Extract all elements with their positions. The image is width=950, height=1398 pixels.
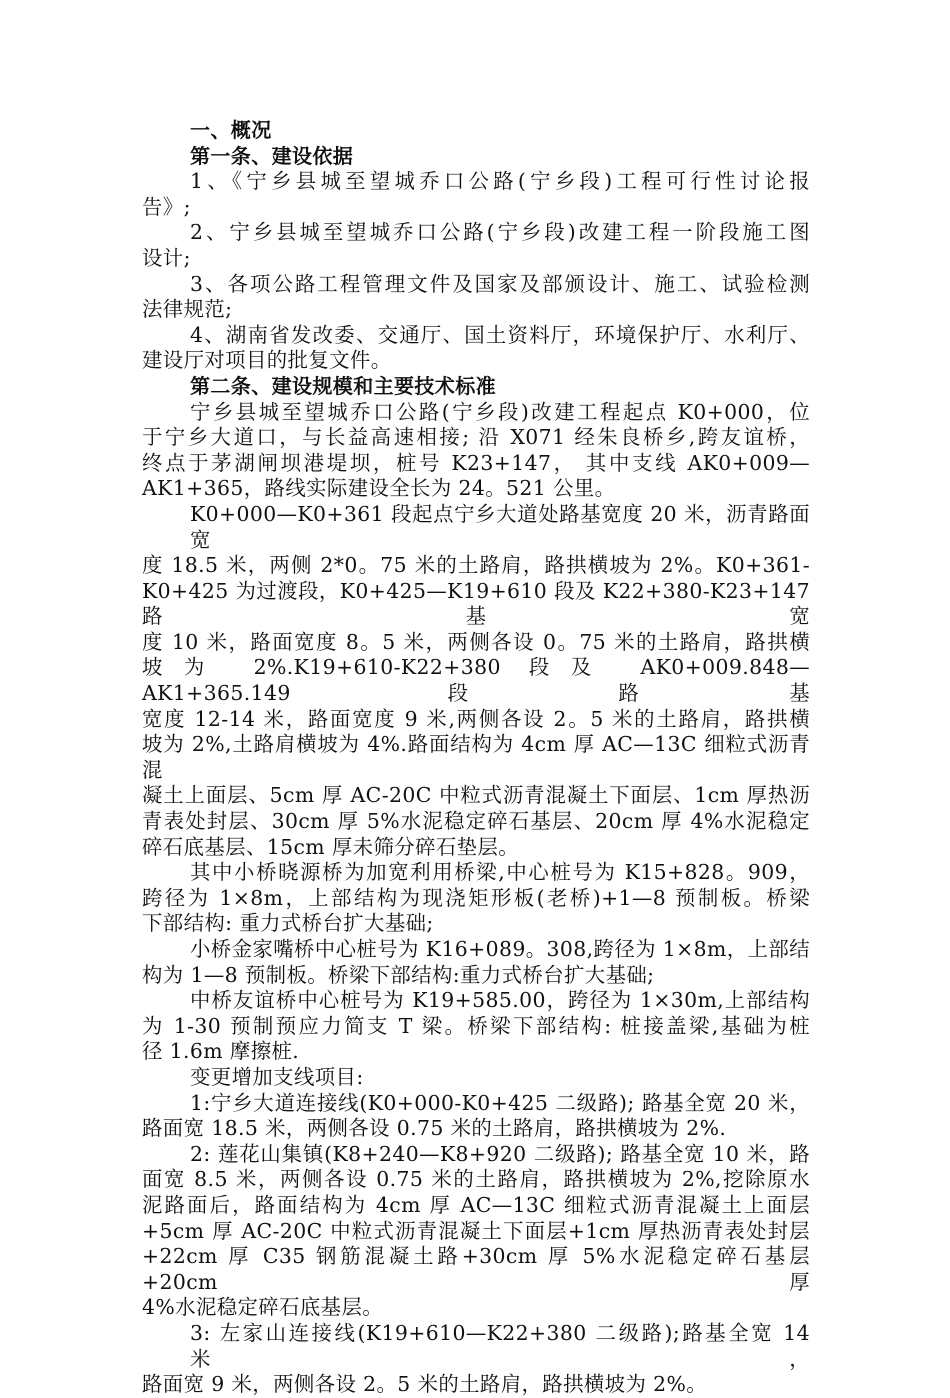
paragraph-line: 4%水泥稳定碎石底基层。	[142, 1295, 384, 1320]
paragraph-line: 终点于茅湖闸坝港堤坝，桩号 K23+147， 其中支线 AK0+009—	[142, 450, 810, 475]
article-1-heading: 第一条、建设依据	[190, 143, 354, 168]
paragraph-line: 径 1.6m 摩擦桩.	[142, 1039, 300, 1064]
paragraph-line: 跨径为 1×8m，上部结构为现浇矩形板(老桥)+1—8 预制板。桥梁	[142, 885, 810, 910]
paragraph-line: 告》;	[142, 194, 191, 219]
paragraph-line: 设计;	[142, 245, 191, 270]
section-title: 一、概况	[190, 118, 272, 142]
paragraph-line: 建设厅对项目的批复文件。	[142, 348, 392, 373]
paragraph-line: 3、各项公路工程管理文件及国家及部颁设计、施工、试验检测	[190, 271, 810, 296]
paragraph-line: 3: 左家山连接线(K19+610—K22+380 二级路);路基全宽 14 米，	[190, 1320, 810, 1371]
paragraph-line: 4、湖南省发改委、交通厅、国土资料厅，环境保护厅、水利厅、	[190, 322, 810, 347]
paragraph-line: K0+425 为过渡段，K0+425—K19+610 段及 K22+380-K23+147 路基宽	[142, 578, 810, 629]
paragraph-line: 构为 1—8 预制板。桥梁下部结构:重力式桥台扩大基础;	[142, 962, 655, 987]
paragraph-line: 2、宁乡县城至望城乔口公路(宁乡段)改建工程一阶段施工图	[190, 220, 810, 245]
paragraph-line: 2: 莲花山集镇(K8+240—K8+920 二级路); 路基全宽 10 米，路	[190, 1141, 810, 1166]
paragraph-line: 青表处封层、30cm 厚 5%水泥稳定碎石基层、20cm 厚 4%水泥稳定	[142, 809, 810, 834]
document-page	[142, 118, 810, 1398]
paragraph-line: 中桥友谊桥中心桩号为 K19+585.00，跨径为 1×30m,上部结构	[190, 988, 810, 1013]
paragraph-line: K0+000—K0+361 段起点宁乡大道处路基宽度 20 米，沥青路面宽	[190, 501, 810, 552]
paragraph-line: 宁乡县城至望城乔口公路(宁乡段)改建工程起点 K0+000，位	[190, 399, 810, 424]
paragraph-line: 坡为 2%.K19+610-K22+380 段及 AK0+009.848—AK1+365.149 段路基	[142, 655, 810, 706]
paragraph-line: 变更增加支线项目:	[190, 1064, 364, 1089]
paragraph-line: 宽度 12-14 米，路面宽度 9 米,两侧各设 2。5 米的土路肩，路拱横	[142, 706, 810, 731]
paragraph-line: 泥路面后，路面结构为 4cm 厚 AC—13C 细粒式沥青混凝土上面层	[142, 1192, 810, 1217]
article-2-heading: 第二条、建设规模和主要技术标准	[190, 373, 496, 398]
paragraph-line: 路面宽 9 米，两侧各设 2。5 米的土路肩，路拱横坡为 2%。	[142, 1372, 708, 1397]
paragraph-line: 度 18.5 米，两侧 2*0。75 米的土路肩，路拱横坡为 2%。K0+361-	[142, 553, 810, 578]
paragraph-line: 面宽 8.5 米，两侧各设 0.75 米的土路肩，路拱横坡为 2%,挖除原水	[142, 1167, 810, 1192]
paragraph-line: AK1+365，路线实际建设全长为 24。521 公里。	[142, 476, 616, 501]
paragraph-line: +5cm 厚 AC-20C 中粒式沥青混凝土下面层+1cm 厚热沥青表处封层	[142, 1218, 810, 1243]
paragraph-line: 为 1-30 预制预应力简支 T 梁。桥梁下部结构: 桩接盖梁,基础为桩	[142, 1013, 810, 1038]
paragraph-line: 度 10 米，路面宽度 8。5 米，两侧各设 0。75 米的土路肩，路拱横	[142, 629, 810, 654]
paragraph-line: +22cm 厚 C35 钢筋混凝土路+30cm 厚 5%水泥稳定碎石基层+20cm 厚	[142, 1244, 810, 1294]
paragraph-line: 于宁乡大道口，与长益高速相接; 沿 X071 经朱良桥乡,跨友谊桥，	[142, 425, 810, 450]
paragraph-line: 小桥金家嘴桥中心桩号为 K16+089。308,跨径为 1×8m，上部结	[190, 937, 810, 961]
paragraph-line: 1、《宁乡县城至望城乔口公路(宁乡段)工程可行性讨论报	[190, 169, 810, 194]
paragraph-line: 路面宽 18.5 米，两侧各设 0.75 米的土路肩，路拱横坡为 2%.	[142, 1116, 727, 1141]
paragraph-line: 凝土上面层、5cm 厚 AC-20C 中粒式沥青混凝土下面层、1cm 厚热沥	[142, 783, 810, 808]
paragraph-line: 法律规范;	[142, 297, 233, 322]
paragraph-line: 碎石底基层、15cm 厚未筛分碎石垫层。	[142, 834, 520, 859]
paragraph-line: 1:宁乡大道连接线(K0+000-K0+425 二级路); 路基全宽 20 米，	[190, 1090, 810, 1115]
paragraph-line: 坡为 2%,土路肩横坡为 4%.路面结构为 4cm 厚 AC—13C 细粒式沥青混	[142, 732, 810, 782]
paragraph-line: 其中小桥晓源桥为加宽利用桥梁,中心桩号为 K15+828。909，	[190, 860, 810, 885]
paragraph-line: 下部结构: 重力式桥台扩大基础;	[142, 911, 434, 936]
